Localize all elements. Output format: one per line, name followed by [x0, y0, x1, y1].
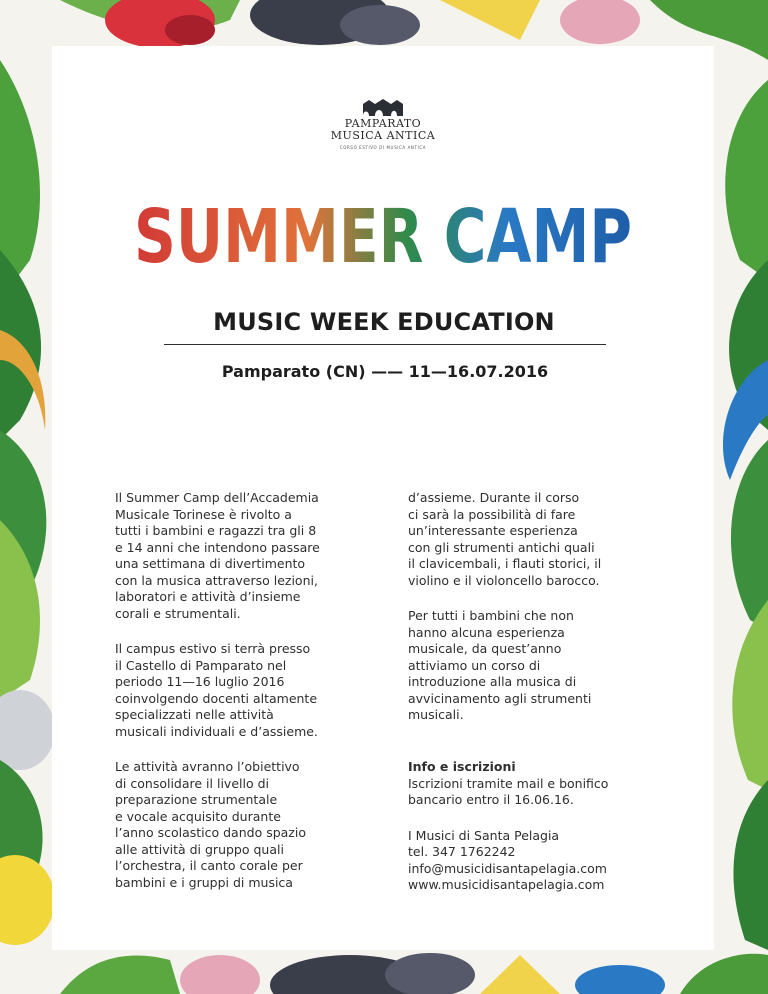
contact-website-link[interactable]: www.musicidisantapelagia.com: [408, 877, 605, 892]
info-block: [408, 743, 668, 809]
logo-tagline: CORSO ESTIVO DI MUSICA ANTICA: [339, 145, 427, 150]
contact-email-link[interactable]: info@musicidisantapelagia.com: [408, 860, 607, 876]
title-divider: [164, 344, 606, 345]
info-text: Iscrizioni tramite mail e bonifico bancario entro il 16.06.16.: [408, 775, 609, 807]
event-location-date: Pamparato (CN) —— 11—16.07.2016: [221, 362, 549, 381]
beginners-paragraph: Per tutti i bambini che non hanno alcuna esperienza musicale, da quest’anno attiviamo un corso di introduzione alla musica di avvicinamento agli strumenti musicali.: [408, 608, 592, 722]
logo-line-1: PAMPARATO: [344, 117, 422, 130]
intro-paragraph: Il Summer Camp dell’Accademia Musicale Torinese è rivolto a tutti i bambini e ragazzi tra gli 8 e 14 anni che intendono passare una settimana di divertimento con la musica attraverso lezioni, laboratori e attività d’insieme corali e strumentali.: [115, 490, 320, 621]
contact-block: [408, 828, 668, 894]
summer-camp-title: [52, 196, 714, 266]
right-text-column: [408, 490, 668, 913]
poster-panel: [52, 46, 714, 950]
castle-bridge-icon: [361, 96, 405, 118]
info-heading: Info e iscrizioni: [408, 759, 516, 774]
instruments-paragraph: d’assieme. Durante il corso ci sarà la possibilità di fare un’interessante esperienza con gli strumenti antichi quali il clavicembali, i flauti storici, il violino e il violoncello barocco.: [408, 490, 602, 588]
event-title: MUSIC WEEK EDUCATION: [213, 308, 555, 336]
pamparato-logo: [52, 96, 714, 150]
summer-camp-title-text: SUMMER CAMP: [134, 196, 632, 266]
left-text-column: [115, 490, 365, 910]
campus-paragraph: Il campus estivo si terrà presso il Castello di Pamparato nel periodo 11—16 luglio 2016 coinvolgendo docenti altamente specializzati nelle attività musicali individuali e d’assieme.: [115, 641, 318, 739]
contact-name: I Musici di Santa Pelagia: [408, 827, 560, 843]
logo-line-2: MUSICA ANTICA: [330, 129, 436, 142]
activities-paragraph: Le attività avranno l’obiettivo di consolidare il livello di preparazione strumentale e vocale acquisito durante l’anno scolastico dando spazio alle attività di gruppo quali l’orchestra, il canto corale per bambini e i gruppi di musica: [115, 759, 306, 890]
contact-phone[interactable]: tel. 347 1762242: [408, 844, 516, 859]
